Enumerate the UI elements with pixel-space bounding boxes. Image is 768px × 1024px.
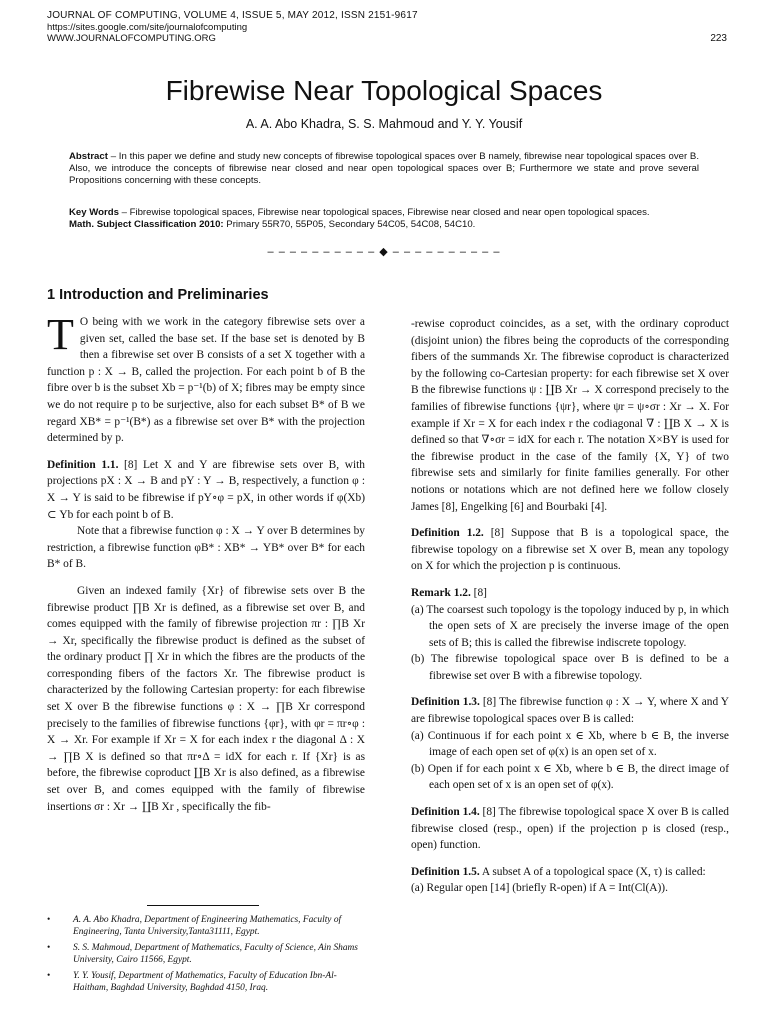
definition-text: [8] Suppose that B is a topological space, the fibrewise topology on a fibrewise set X over B, mean any topology on X for which the projection p is continuous. xyxy=(411,527,729,573)
right-column xyxy=(411,316,729,907)
list-item: (b) The fibrewise topological space over B is defined to be a fibrewise set over B with a fibrewise topology. xyxy=(411,653,729,682)
definition-1-4 xyxy=(411,804,729,854)
product-paragraph: Given an indexed family {Xr} of fibrewise sets over B the fibrewise product ∏B Xr is defined, as a fibrewise set over B, and comes equipped with the family of fibrewise projection πr : ∏B Xr → Xr, specifically the fibrewise product is defined as the subset of the ordinary product ∏ Xr in which the fibres are the products of the corresponding fibers of the factors Xr. The fibrewise product is characterized by the following Cartesian property: for each fibrewise set X over B the fibrewise functions φ : X → ∏B Xr correspond precisely to the families of fibrewise functions {φr}, with φr = πr∘φ : X → Xr. For example if Xr = X for each index r the diagonal Δ : X → ∏B X is defined so that πr∘Δ = idX for each r. If {Xr} is as before, the fibrewise coproduct ∐B Xr is also defined, as a fibrewise set over B, and comes equipped with the family of fibrewise insertions σr : Xr → ∐B Xr , specifically the fib- xyxy=(47,584,365,813)
definition-1-2 xyxy=(411,525,729,575)
footnote-text: Y. Y. Yousif, Department of Mathematics, Faculty of Education Ibn-Al-Haitham, Baghdad University, Baghdad 4150, Iraq. xyxy=(73,971,337,993)
keywords-label: Key Words xyxy=(69,207,119,218)
drop-cap: T xyxy=(47,310,74,359)
msc-text: Primary 55R70, 55P05, Secondary 54C05, 54C08, 54C10. xyxy=(223,219,476,230)
definition-label: Definition 1.2. xyxy=(411,527,484,540)
list-item: (a) Regular open [14] (briefly R-open) if A = Int(Cl(A)). xyxy=(411,882,668,895)
definition-label: Definition 1.4. xyxy=(411,806,480,819)
www-line: WWW.JOURNALOFCOMPUTING.ORG xyxy=(47,33,216,44)
abstract-label: Abstract xyxy=(69,151,108,162)
remark-1-2 xyxy=(411,585,729,685)
footnote-text: S. S. Mahmoud, Department of Mathematics, Faculty of Science, Ain Shams University, Cairo 11566, Egypt. xyxy=(73,943,358,965)
intro-text: O being with we work in the category fibrewise sets over a given set, called the base set. If the base set is denoted by B then a fibrewise set over B consists of a set X together with a function p : X → B, called the projection. For each point b of B the fibre over b is the subset Xb = p⁻¹(b) of X; fibres may be empty since we do not require p to be surjective, also for each subset B* of B we regard XB* = p⁻¹(B*) as a fibrewise set over B* with the projection determined by p. xyxy=(47,316,365,445)
bullet: • xyxy=(47,943,51,953)
msc-classification xyxy=(69,219,699,231)
definition-1-1 xyxy=(47,457,365,523)
keywords-text: – Fibrewise topological spaces, Fibrewise near topological spaces, Fibrewise near closed and near open topological spaces. xyxy=(118,207,650,218)
list-item: (a) The coarsest such topology is the topology induced by p, in which the open sets of X are precisely the inverse image of the open sets of B; this is called the fibrewise indiscrete topology. xyxy=(411,603,729,649)
bullet: • xyxy=(47,915,51,925)
definition-1-3 xyxy=(411,694,729,794)
footnote-text: A. A. Abo Khadra, Department of Engineering Mathematics, Faculty of Engineering, Tanta University,Tanta31111, Egypt. xyxy=(73,915,342,937)
intro-paragraph xyxy=(47,310,365,447)
page-number: 223 xyxy=(710,33,727,44)
abstract xyxy=(69,151,699,188)
continuation-paragraph: -rewise coproduct coincides, as a set, with the ordinary coproduct (disjoint union) the fibres being the coproducts of the corresponding fibers of the summands Xr. The fibrewise coproduct is characterized by the following co-Cartesian property: for each fibrewise set X over B the fibrewise functions ψ : ∐B Xr → X correspond precisely to the families of fibrewise functions {ψr}, where ψr = ψ∘σr : Xr → X. For example if Xr = X for each index r the codiagonal ∇ : ∐B X → X is defined so that ∇∘σr = idX for each r. The notation X×BY is used for the fibrewise product in the case of the family {X, Y} of two fibrewise sets and similarly for finite families generally. For other notions or notations which are not defined here we follow closely James [8], Engelking [6] and Bourbaki [4]. xyxy=(411,318,729,513)
left-column xyxy=(47,286,365,825)
definition-label: Definition 1.5. xyxy=(411,865,480,878)
remark-ref: [8] xyxy=(470,586,487,599)
paper-authors: A. A. Abo Khadra, S. S. Mahmoud and Y. Y. Yousif xyxy=(245,117,523,131)
site-line: https://sites.google.com/site/journalofcomputing xyxy=(47,21,248,33)
footnote-rule xyxy=(147,905,259,906)
definition-text: A subset A of a topological space (X, τ) is called: xyxy=(479,865,706,878)
footnote xyxy=(47,914,365,938)
section-title: 1 Introduction and Preliminaries xyxy=(47,287,269,303)
msc-label: Math. Subject Classification 2010: xyxy=(69,219,224,230)
remark-label: Remark 1.2. xyxy=(411,586,471,599)
section-divider: – – – – – – – – – – ◆ – – – – – – – – – – xyxy=(267,246,501,258)
abstract-text: – In this paper we define and study new concepts of fibrewise topological spaces over B namely, fibrewise near topological spaces over B. Also, we introduce the concepts of fibrewise near closed and near open topological spaces over B; Furthermore we state and prove several Propositions concerning with these concepts. xyxy=(69,151,699,187)
keywords xyxy=(69,207,699,219)
footnote xyxy=(47,942,365,966)
definition-text: [8] Let X and Y are fibrewise sets over B, with projections pX : X → B and pY : Y → B, respectively, a function φ : X → Y is said to be fibrewise if pY∘φ = pX, in other words if φ(Xb) ⊂ Yb for each point b of B. xyxy=(47,458,365,521)
paper-title: Fibrewise Near Topological Spaces xyxy=(165,75,603,106)
list-item: (a) Continuous if for each point x ∈ Xb, where b ∈ B, the inverse image of each open set of φ(x) is an open set of x. xyxy=(411,729,729,759)
footnote xyxy=(47,970,365,994)
definition-label: Definition 1.1. xyxy=(47,458,119,471)
running-header xyxy=(47,10,727,45)
definition-label: Definition 1.3. xyxy=(411,696,480,709)
definition-text: [8] The fibrewise topological space X over B is called fibrewise closed (resp., open) if the projection p is closed (resp., open) function. xyxy=(411,806,729,852)
footnotes xyxy=(47,905,365,998)
list-item: (b) Open if for each point x ∈ Xb, where b ∈ B, the direct image of each open set of x is an open set of φ(x). xyxy=(411,762,729,792)
definition-text: [8] The fibrewise function φ : X → Y, where X and Y are fibrewise topological spaces over B is called: xyxy=(411,696,730,726)
bullet: • xyxy=(47,971,51,981)
definition-1-5 xyxy=(411,864,729,897)
journal-line: JOURNAL OF COMPUTING, VOLUME 4, ISSUE 5, MAY 2012, ISSN 2151-9617 xyxy=(47,10,418,21)
note-paragraph: Note that a fibrewise function φ : X → Y over B determines by restriction, a fibrewise function φB* : XB* → YB* over B* for each B* of B. xyxy=(47,525,365,571)
